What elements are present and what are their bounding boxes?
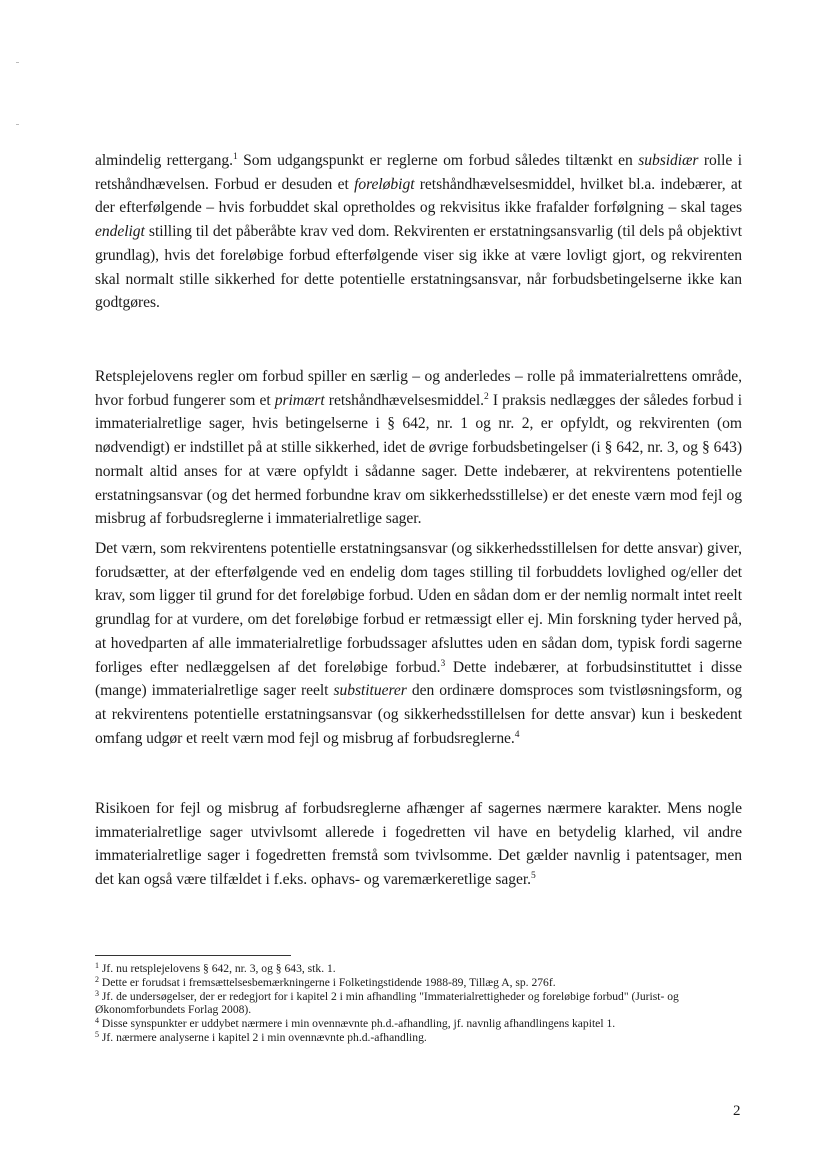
paragraph-1 [95, 149, 742, 315]
footnote-text: Jf. nu retsplejelovens § 642, nr. 3, og § 643, stk. 1. [99, 962, 336, 975]
text-run: retshåndhævelsesmiddel. [324, 391, 484, 409]
italic-term: endeligt [95, 223, 145, 241]
footnote-1 [95, 962, 742, 976]
footnote-2 [95, 976, 742, 990]
footnote-number: 5 [95, 1029, 99, 1039]
text-run: almindelig rettergang. [95, 152, 233, 169]
footnote-text: Jf. de undersøgelser, der er redegjort for i kapitel 2 i min afhandling "Immaterialrettigheder og foreløbige forbud" (Jurist- og Økonomforbundets Forlag 2008). [95, 989, 679, 1017]
footnote-separator [95, 955, 291, 956]
footnote-ref: 5 [530, 871, 536, 882]
italic-term: subsidiær [638, 152, 699, 169]
footnote-4 [95, 1017, 742, 1031]
text-run: Det værn, som rekvirentens potentielle erstatningsansvar (og sikkerhedsstillelsen for dette ansvar) giver, forudsætter, at der efterfølgende ved en endelig dom tages stilling til forbuddets lovlighed og/eller det krav, som ligger til grund for det foreløbige forbud. Uden en sådan dom er der nemlig normalt intet reelt grundlag for at vurdere, om det foreløbige forbud er retmæssigt eller ej. Min forskning tyder herved på, at hovedparten af alle immaterialretlige forbudssager afsluttes uden en sådan dom, typisk fordi sagerne forliges efter nedlæggelsen af det foreløbige forbud. [95, 540, 742, 676]
footnote-ref: 3 [440, 658, 446, 669]
footnote-ref: 4 [514, 729, 520, 740]
footnote-number: 4 [95, 1016, 99, 1026]
italic-term: foreløbigt [354, 175, 415, 193]
text-run: Dette indebærer, at forbudsinstituttet i disse (mange) immaterialretlige sager reelt [95, 658, 742, 700]
scan-margin-mark [16, 62, 19, 63]
footnote-number: 1 [95, 961, 99, 970]
text-run: Som udgangspunkt er reglerne om forbud således tiltænkt en [237, 152, 639, 169]
paragraph-2 [95, 365, 742, 531]
footnote-number: 3 [95, 988, 99, 998]
footnote-number: 2 [95, 974, 99, 984]
scan-margin-mark [16, 124, 19, 125]
text-run: Retsplejelovens regler om forbud spiller en særlig – og anderledes – rolle på immaterialrettens område, hvor forbud fungerer som et [95, 368, 742, 409]
text-run: rolle i retshåndhævelsen. Forbud er desuden et [95, 152, 742, 193]
text-run: retshåndhævelsesmiddel, hvilket bl.a. indebærer, at der efterfølgende – hvis forbuddet skal opretholdes og rekvisitus ikke frafalder forfølgning – skal tages [95, 175, 742, 217]
text-run: Risikoen for fejl og misbrug af forbudsreglerne afhænger af sagernes nærmere karakter. Mens nogle immaterialretlige sager utvivlsomt allerede i fogedretten vil have en betydelig klarhed, vil andre immaterialretlige sager i fogedretten fremstå som tvivlsomme. Det gælder navnlig i patentsager, men det kan også være tilfældet i f.eks. ophavs- og varemærkeretlige sager. [95, 800, 742, 889]
paragraph-3 [95, 537, 742, 750]
footnote-text: Jf. nærmere analyserne i kapitel 2 i min ovennævnte ph.d.-afhandling. [99, 1030, 427, 1044]
footnote-5 [95, 1031, 742, 1045]
text-run: den ordinære domsproces som tvistløsningsform, og at rekvirentens potentielle erstatningsansvar (og sikkerhedsstillelsen for dette ansvar) kun i beskedent omfang udgør et reelt værn mod fejl og misbrug af forbudsreglerne. [95, 682, 742, 747]
footnotes [95, 962, 742, 1045]
footnote-3 [95, 990, 742, 1018]
footnote-text: Dette er forudsat i fremsættelsesbemærkningerne i Folketingstidende 1988-89, Tillæg A, sp. 276f. [99, 975, 556, 989]
paragraph-4 [95, 797, 742, 892]
page-number: 2 [733, 1103, 741, 1119]
italic-term: primært [274, 391, 325, 409]
footnote-ref: 2 [484, 391, 489, 402]
text-run: stilling til det påberåbte krav ved dom. Rekvirenten er erstatningsansvarlig (til dels på objektivt grundlag), hvis det foreløbige forbud efterfølgende viser sig ikke at være lovligt gjort, og rekvirenten skal normalt stille sikkerhed for dette potentielle erstatningsansvar, når forbudsbetingelserne ikke kan godtgøres. [95, 223, 742, 312]
italic-term: substituerer [333, 682, 407, 700]
footnote-ref: 1 [232, 152, 238, 162]
text-run: I praksis nedlægges der således forbud i immaterialretlige sager, hvis betingelserne i § 642, nr. 1 og nr. 2, er opfyldt, og rekvirenten (om nødvendigt) er indstillet på at stille sikkerhed, idet de øvrige forbudsbetingelser (i § 642, nr. 3, og § 643) normalt altid anses for at være opfyldt i sådanne sager. Dette indebærer, at rekvirentens potentielle erstatningsansvar (og det hermed forbundne krav om sikkerhedsstillelse) er det eneste værn mod fejl og misbrug af forbudsreglerne i immaterialretlige sager. [95, 391, 742, 528]
footnote-text: Disse synspunkter er uddybet nærmere i min ovennævnte ph.d.-afhandling, jf. navnlig afhandlingens kapitel 1. [99, 1017, 616, 1031]
